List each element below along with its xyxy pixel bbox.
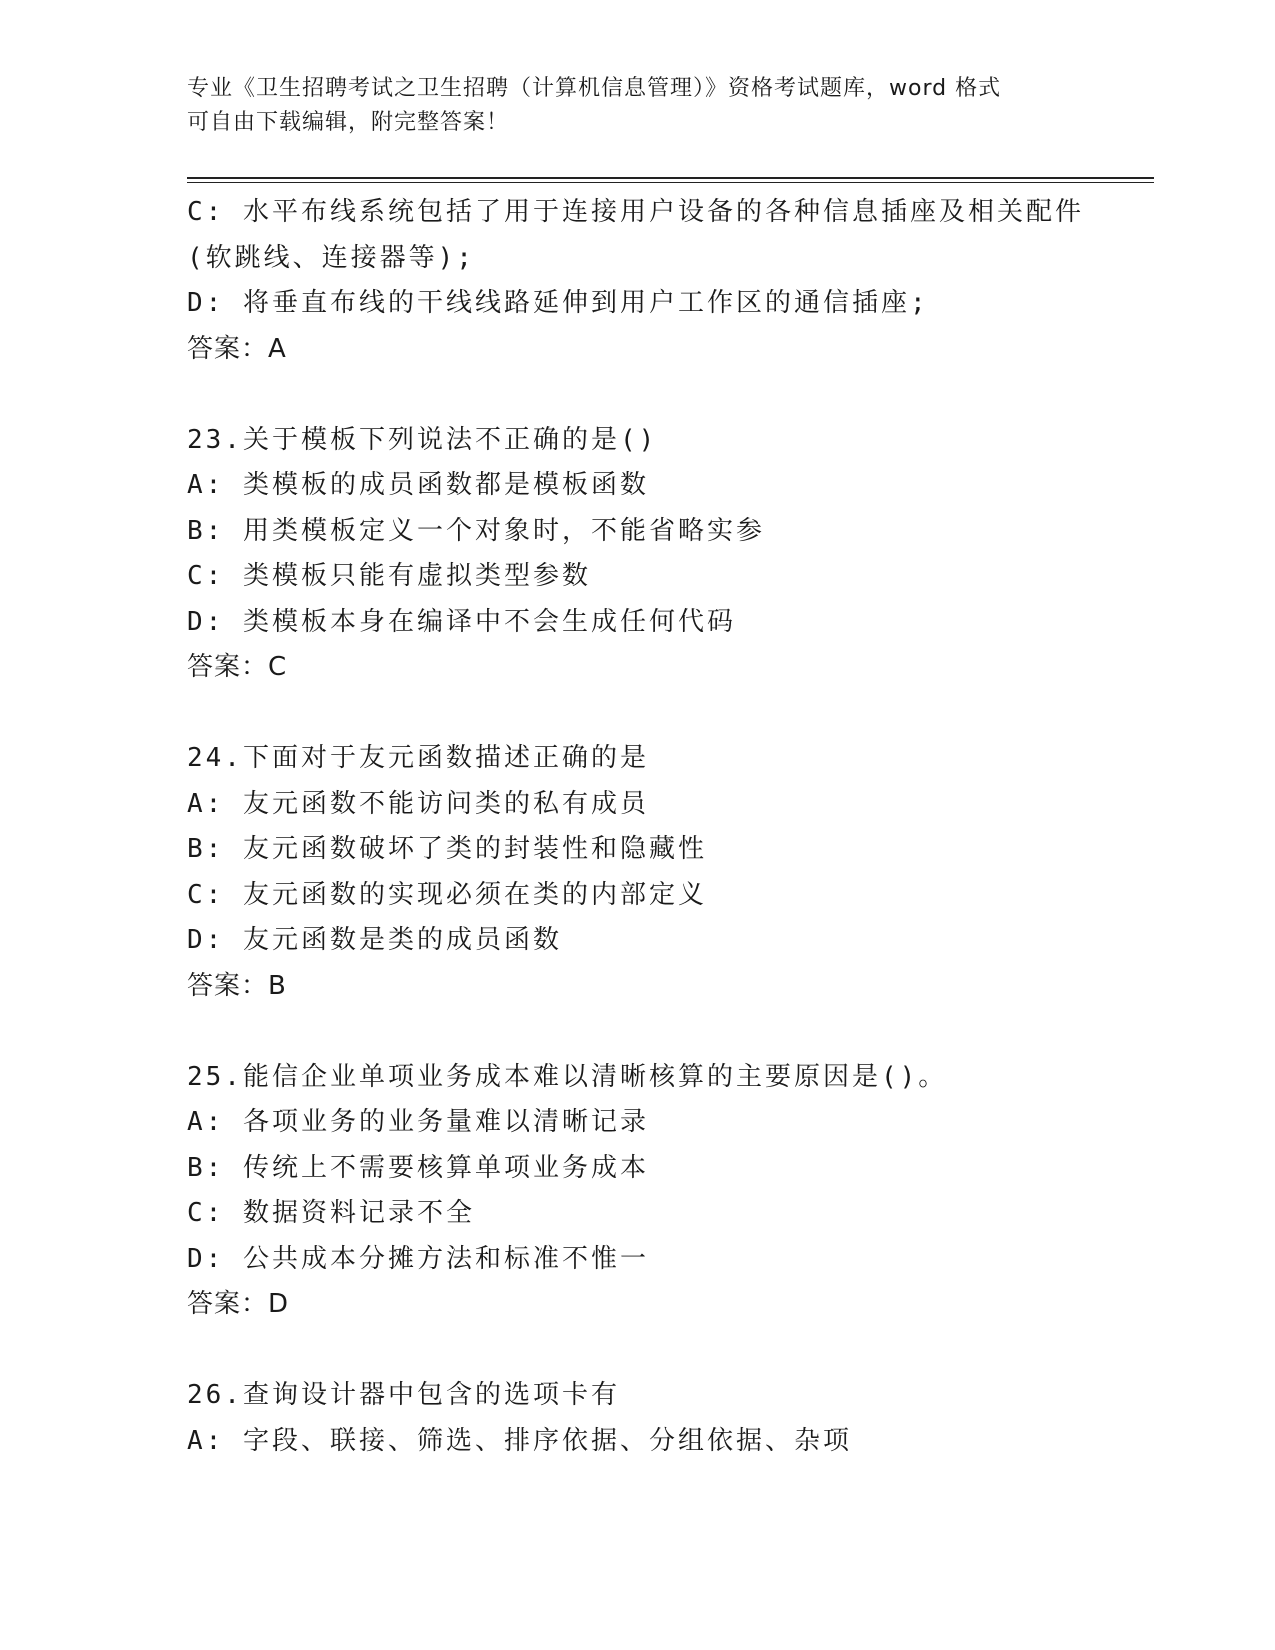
header-divider-thick <box>187 177 1154 179</box>
option-a: A: 友元函数不能访问类的私有成员 <box>187 788 649 819</box>
question-22-continued <box>187 190 1157 372</box>
question-stem: 26.查询设计器中包含的选项卡有 <box>187 1380 620 1410</box>
question-25 <box>187 1055 1157 1328</box>
option-d: D: 公共成本分摊方法和标准不惟一 <box>187 1243 649 1274</box>
spacer <box>187 1328 1157 1374</box>
question-23 <box>187 418 1157 691</box>
option-c-continued: (软跳线、连接器等); <box>187 242 475 273</box>
option-c: C: 水平布线系统包括了用于连接用户设备的各种信息插座及相关配件 <box>187 197 1084 227</box>
answer: 答案：D <box>187 1289 290 1319</box>
option-b: B: 用类模板定义一个对象时，不能省略实参 <box>187 515 765 546</box>
header-line-1: 专业《卫生招聘考试之卫生招聘（计算机信息管理）》资格考试题库，word 格式 <box>187 76 1002 101</box>
question-list <box>187 190 1157 1464</box>
option-b: B: 友元函数破坏了类的封装性和隐藏性 <box>187 834 707 864</box>
header-line-2: 可自由下载编辑，附完整答案！ <box>187 110 510 135</box>
option-c: C: 数据资料记录不全 <box>187 1198 475 1228</box>
spacer <box>187 691 1157 737</box>
header-divider-thin <box>187 182 1154 183</box>
question-stem: 23.关于模板下列说法不正确的是() <box>187 424 658 455</box>
document-header <box>187 72 1087 140</box>
spacer <box>187 1009 1157 1055</box>
answer: 答案：C <box>187 652 288 682</box>
option-a: A: 类模板的成员函数都是模板函数 <box>187 470 649 500</box>
answer: 答案：A <box>187 333 287 364</box>
spacer <box>187 372 1157 418</box>
option-d: D: 友元函数是类的成员函数 <box>187 925 562 955</box>
question-stem: 25.能信企业单项业务成本难以清晰核算的主要原因是()。 <box>187 1061 948 1092</box>
option-c: C: 友元函数的实现必须在类的内部定义 <box>187 879 707 910</box>
question-24 <box>187 736 1157 1009</box>
option-b: B: 传统上不需要核算单项业务成本 <box>187 1152 649 1183</box>
option-d: D: 类模板本身在编译中不会生成任何代码 <box>187 606 736 637</box>
option-c: C: 类模板只能有虚拟类型参数 <box>187 561 591 591</box>
option-a: A: 字段、联接、筛选、排序依据、分组依据、杂项 <box>187 1425 852 1456</box>
question-26 <box>187 1373 1157 1464</box>
answer: 答案：B <box>187 970 287 1001</box>
option-a: A: 各项业务的业务量难以清晰记录 <box>187 1107 649 1137</box>
option-d: D: 将垂直布线的干线线路延伸到用户工作区的通信插座; <box>187 288 929 318</box>
question-stem: 24.下面对于友元函数描述正确的是 <box>187 743 649 773</box>
